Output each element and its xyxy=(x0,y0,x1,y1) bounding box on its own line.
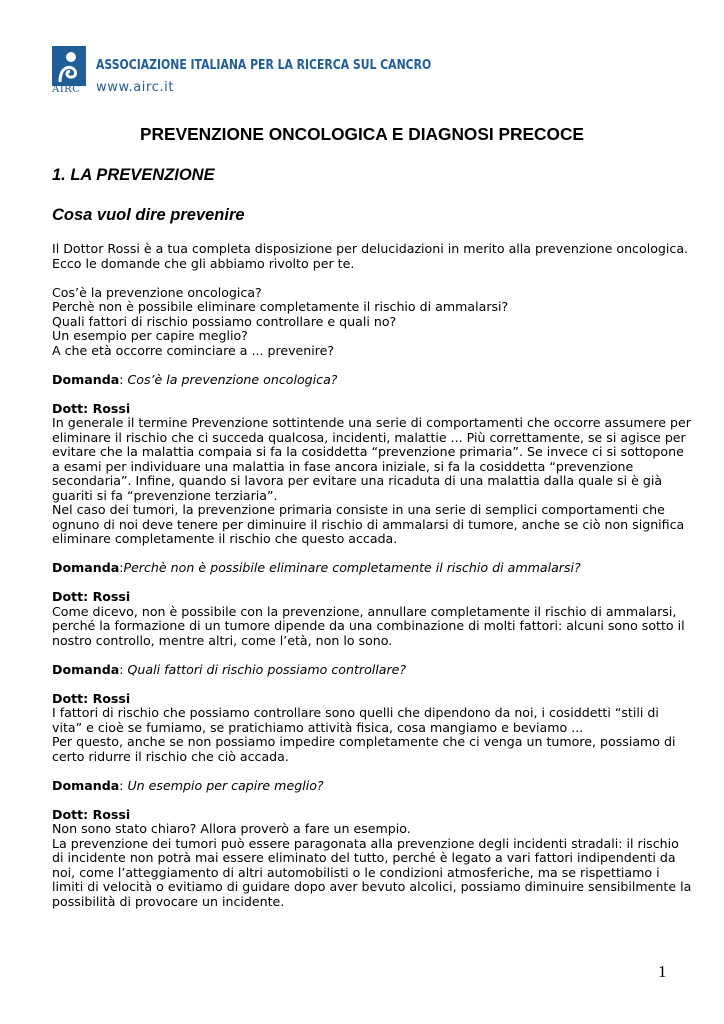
question-line: Domanda: Cos’è la prevenzione oncologica? xyxy=(52,371,338,387)
answer-line: La prevenzione dei tumori può essere paragonata alla prevenzione degli incidenti stradali: il rischio xyxy=(52,835,679,851)
section-heading: 1. LA PREVENZIONE xyxy=(52,166,215,184)
intro-line: Ecco le domande che gli abbiamo rivolto per te. xyxy=(52,255,355,271)
organization-url[interactable]: www.airc.it xyxy=(96,80,175,95)
question-line: Domanda:Perchè non è possibile eliminare completamente il rischio di ammalarsi? xyxy=(52,560,581,575)
question-line: Domanda: Quali fattori di rischio possiamo controllare? xyxy=(52,661,407,677)
question-list-item: Perchè non è possibile eliminare completamente il rischio di ammalarsi? xyxy=(52,299,509,314)
question-prefix: Domanda xyxy=(52,777,120,793)
answer-label: Dott: Rossi xyxy=(52,690,131,706)
answer-line: evitare che la malattia compaia si fa la cosiddetta “prevenzione primaria”. Se invece ci si sottopone xyxy=(52,444,684,459)
organization-name: ASSOCIAZIONE ITALIANA PER LA RICERCA SUL CANCRO xyxy=(96,58,432,73)
subsection-heading: Cosa vuol dire prevenire xyxy=(52,206,245,224)
answer-line: Per questo, anche se non possiamo impedire completamente che ci venga un tumore, possiamo di xyxy=(52,734,676,749)
answer-line: In generale il termine Prevenzione sottintende una serie di comportamenti che occorre assumere per xyxy=(52,415,691,430)
question-text: Perchè non è possibile eliminare completamente il rischio di ammalarsi? xyxy=(123,560,581,575)
answer-line: guariti si fa “prevenzione terziaria”. xyxy=(52,487,278,503)
answer-line: vita” e cioè se fumiamo, se pratichiamo attività fisica, cosa mangiamo e beviamo ... xyxy=(52,719,584,735)
answer-label: Dott: Rossi xyxy=(52,589,131,604)
question-prefix: Domanda xyxy=(52,560,120,575)
intro-line: Il Dottor Rossi è a tua completa disposizione per delucidazioni in merito alla prevenzione oncologica. xyxy=(52,241,689,256)
question-text: Un esempio per capire meglio? xyxy=(127,777,324,793)
question-list-item: A che età occorre cominciare a ... prevenire? xyxy=(52,342,335,358)
answer-line: limiti di velocità o evitiamo di guidare dopo aver bevuto alcolici, possiamo diminuire sensibilmente la xyxy=(52,879,692,894)
page-header xyxy=(52,46,452,98)
airc-logo-icon xyxy=(52,46,86,86)
answer-label: Dott: Rossi xyxy=(52,400,131,416)
answer-line: Non sono stato chiaro? Allora proverò a fare un esempio. xyxy=(52,821,411,836)
answer-line: eliminare il rischio che ci succeda qualcosa, incidenti, malattie ... Più correttamente, se si agisce per xyxy=(52,429,686,445)
answer-label: Dott: Rossi xyxy=(52,806,131,822)
answer-line: eliminare completamente il rischio che questo accada. xyxy=(52,531,398,546)
answer-line: di incidente non potrà mai essere eliminato del tutto, perché è legato a vari fattori indipendenti da xyxy=(52,850,676,865)
question-line: Domanda: Un esempio per capire meglio? xyxy=(52,777,324,793)
answer-line: Nel caso dei tumori, la prevenzione primaria consiste in una serie di semplici comportamenti che xyxy=(52,502,665,517)
answer-line: possibilità di provocare un incidente. xyxy=(52,893,285,909)
answer-line: I fattori di rischio che possiamo controllare sono quelli che dipendono da noi, i cosiddetti “stili di xyxy=(52,705,659,720)
page-number: 1 xyxy=(658,962,667,981)
answer-line: certo ridurre il rischio che ciò accada. xyxy=(52,748,289,764)
answer-line: a esami per individuare una malattia in fase ancora iniziale, si fa la cosiddetta “prevenzione xyxy=(52,458,634,474)
answer-line: secondaria”. Infine, quando si lavora per evitare una ricaduta di una malattia dalla quale si è già xyxy=(52,473,663,488)
answer-line: Come dicevo, non è possibile con la prevenzione, annullare completamente il rischio di ammalarsi, xyxy=(52,603,677,619)
question-list-item: Un esempio per capire meglio? xyxy=(52,328,248,343)
question-prefix: Domanda xyxy=(52,371,120,387)
document-body xyxy=(52,241,692,909)
answer-line: ognuno di noi deve tenere per diminuire il rischio di ammalarsi di tumore, anche se ciò non significa xyxy=(52,516,685,532)
question-text: Quali fattori di rischio possiamo controllare? xyxy=(127,661,407,677)
answer-line: noi, come l’atteggiamento di altri automobilisti o le condizioni atmosferiche, ma se rispettiamo i xyxy=(52,864,660,880)
question-list-item: Quali fattori di rischio possiamo controllare e quali no? xyxy=(52,313,397,329)
logo-caption: AIRC xyxy=(52,84,81,95)
document-title: PREVENZIONE ONCOLOGICA E DIAGNOSI PRECOCE xyxy=(140,124,584,144)
question-text: Cos’è la prevenzione oncologica? xyxy=(127,371,338,387)
answer-line: perché la formazione di un tumore dipende da una combinazione di molti fattori: alcuni sono sotto il xyxy=(52,618,685,633)
question-list-item: Cos’è la prevenzione oncologica? xyxy=(52,284,262,300)
answer-line: nostro controllo, mentre altri, come l’età, non lo sono. xyxy=(52,632,393,648)
question-prefix: Domanda xyxy=(52,661,120,677)
